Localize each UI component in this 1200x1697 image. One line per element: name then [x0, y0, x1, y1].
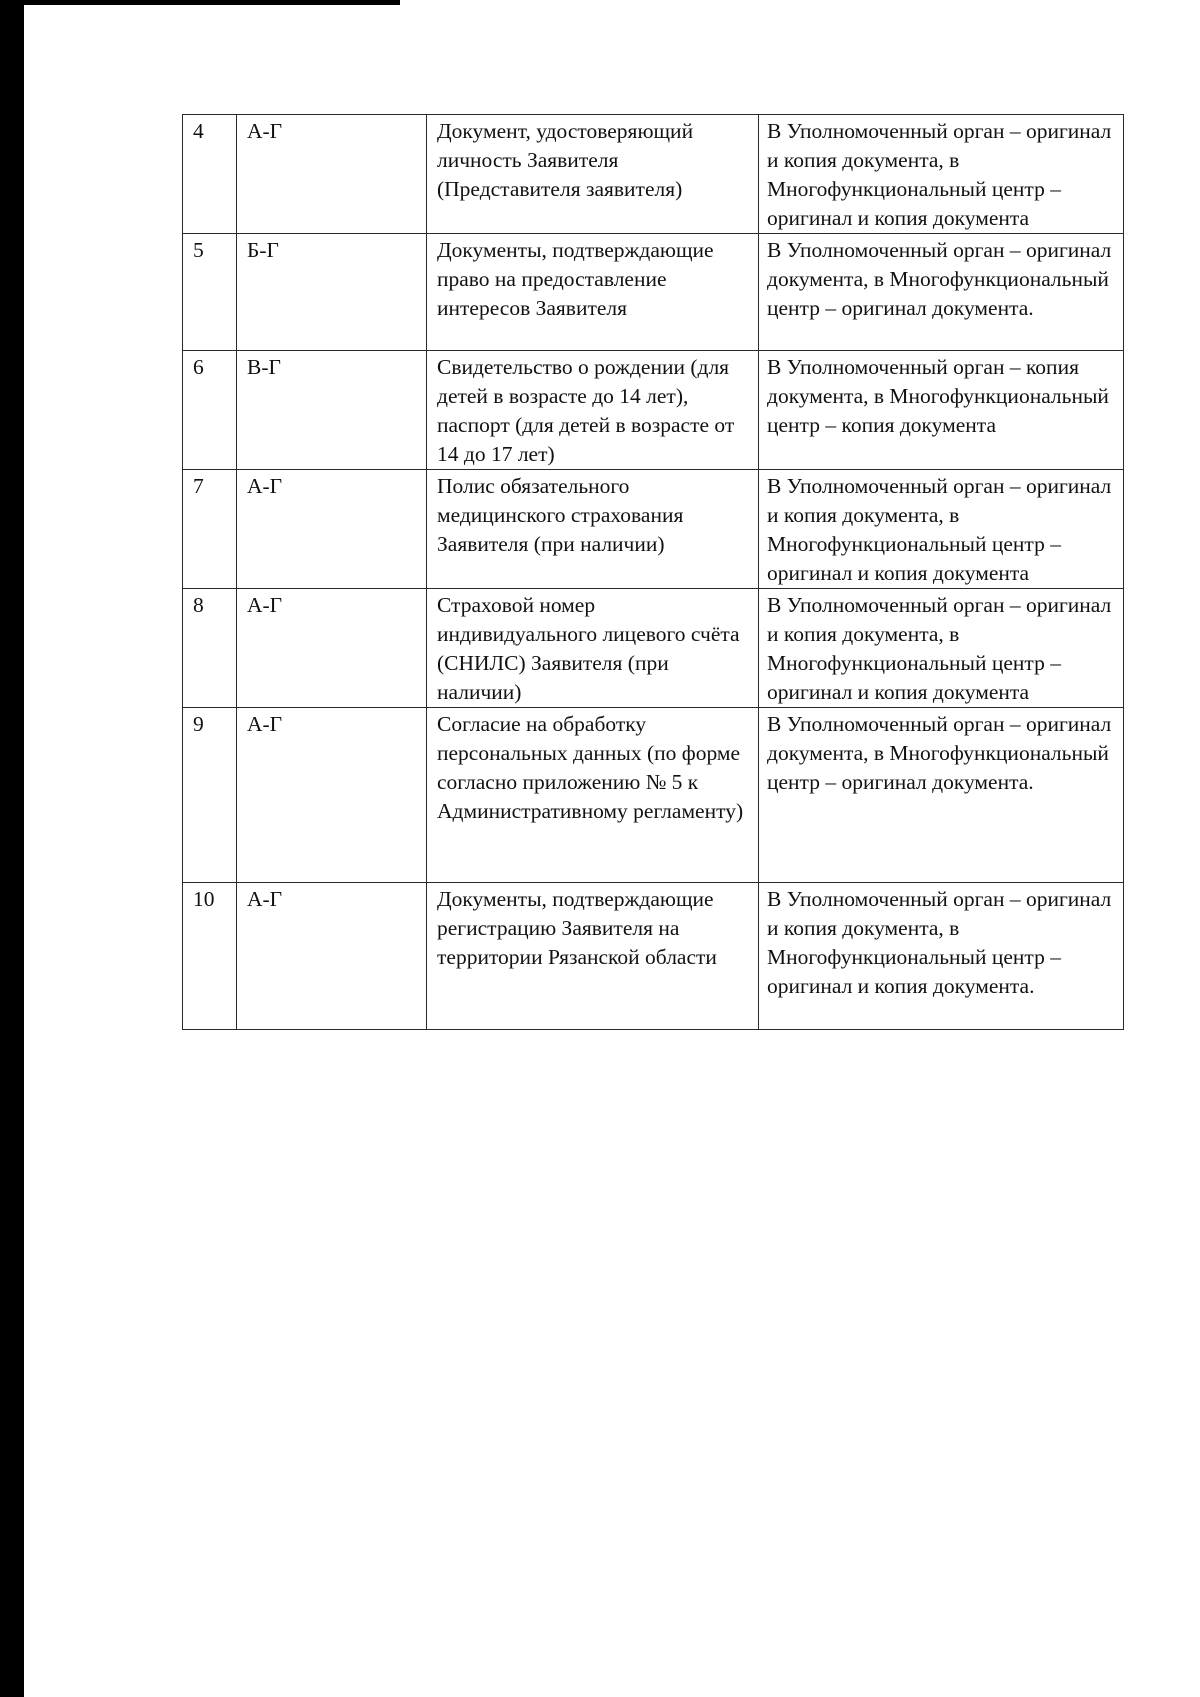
- applicant-category: А-Г: [237, 589, 427, 708]
- document-name: Свидетельство о рождении (для детей в возрасте до 14 лет), паспорт (для детей в возрасте от 14 до 17 лет): [427, 351, 759, 470]
- document-name: Полис обязательного медицинского страхования Заявителя (при наличии): [427, 470, 759, 589]
- applicant-category: Б-Г: [237, 234, 427, 351]
- table-row: [183, 234, 1124, 351]
- document-name: Страховой номер индивидуального лицевого счёта (СНИЛС) Заявителя (при наличии): [427, 589, 759, 708]
- scan-edge-left: [0, 0, 24, 1697]
- row-number: 6: [183, 351, 237, 470]
- applicant-category: А-Г: [237, 115, 427, 234]
- submission-method: В Уполномоченный орган – оригинал документа, в Многофункциональный центр – оригинал документа.: [759, 234, 1124, 351]
- table-row: [183, 589, 1124, 708]
- table-row: [183, 883, 1124, 1030]
- document-name: Согласие на обработку персональных данных (по форме согласно приложению № 5 к Административному регламенту): [427, 708, 759, 883]
- row-number: 4: [183, 115, 237, 234]
- table-row: [183, 115, 1124, 234]
- document-name: Документ, удостоверяющий личность Заявителя (Представителя заявителя): [427, 115, 759, 234]
- applicant-category: А-Г: [237, 883, 427, 1030]
- submission-method: В Уполномоченный орган – копия документа, в Многофункциональный центр – копия документа: [759, 351, 1124, 470]
- scan-edge-top: [0, 0, 400, 5]
- table-row: [183, 470, 1124, 589]
- row-number: 8: [183, 589, 237, 708]
- submission-method: В Уполномоченный орган – оригинал и копия документа, в Многофункциональный центр – оригинал и копия документа: [759, 470, 1124, 589]
- submission-method: В Уполномоченный орган – оригинал документа, в Многофункциональный центр – оригинал документа.: [759, 708, 1124, 883]
- submission-method: В Уполномоченный орган – оригинал и копия документа, в Многофункциональный центр – оригинал и копия документа: [759, 589, 1124, 708]
- row-number: 9: [183, 708, 237, 883]
- applicant-category: А-Г: [237, 708, 427, 883]
- submission-method: В Уполномоченный орган – оригинал и копия документа, в Многофункциональный центр – оригинал и копия документа.: [759, 883, 1124, 1030]
- submission-method: В Уполномоченный орган – оригинал и копия документа, в Многофункциональный центр – оригинал и копия документа: [759, 115, 1124, 234]
- document-name: Документы, подтверждающие право на предоставление интересов Заявителя: [427, 234, 759, 351]
- documents-table: [182, 114, 1124, 1030]
- applicant-category: В-Г: [237, 351, 427, 470]
- applicant-category: А-Г: [237, 470, 427, 589]
- document-name: Документы, подтверждающие регистрацию Заявителя на территории Рязанской области: [427, 883, 759, 1030]
- table-row: [183, 708, 1124, 883]
- row-number: 5: [183, 234, 237, 351]
- table-row: [183, 351, 1124, 470]
- row-number: 10: [183, 883, 237, 1030]
- row-number: 7: [183, 470, 237, 589]
